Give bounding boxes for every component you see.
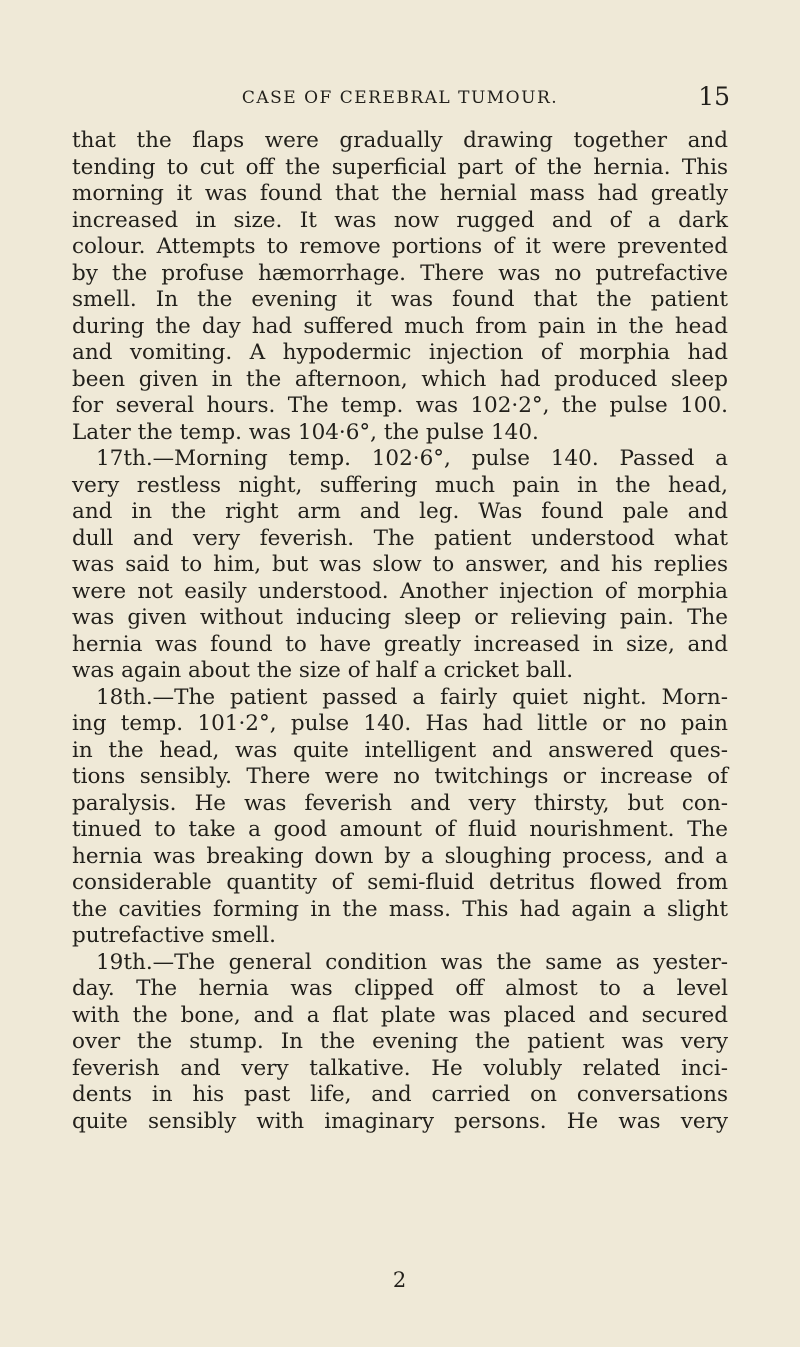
text-line: 17th.—Morning temp. 102·6°, pulse 140. Passed a (96, 446, 728, 471)
text-line: considerable quantity of semi-fluid detritus flowed from (72, 870, 728, 895)
signature-mark: 2 (392, 1268, 408, 1292)
paragraph (72, 446, 728, 685)
text-line: hernia was breaking down by a sloughing process, and a (72, 843, 728, 869)
text-line: tending to cut off the superficial part of the hernia. This (72, 154, 728, 180)
text-line: tions sensibly. There were no twitchings or increase of (72, 764, 728, 789)
text-line: dents in his past life, and carried on conversations (72, 1082, 728, 1107)
text-line: for several hours. The temp. was 102·2°, the pulse 100. (72, 393, 728, 418)
text-line: feverish and very talkative. He volubly related inci- (72, 1055, 728, 1081)
text-line: dull and very feverish. The patient understood what (72, 525, 728, 551)
page-header (0, 82, 800, 116)
text-line: 19th.—The general condition was the same as yester- (96, 949, 728, 975)
text-line: putrefactive smell. (72, 923, 277, 948)
body-text (72, 128, 728, 1135)
text-line: that the flaps were gradually drawing together and (72, 128, 728, 153)
text-line: during the day had suffered much from pain in the head (72, 313, 728, 339)
text-line: with the bone, and a flat plate was placed and secured (72, 1002, 728, 1028)
text-line: and vomiting. A hypodermic injection of morphia had (72, 340, 728, 365)
text-line: smell. In the evening it was found that the patient (72, 287, 728, 312)
text-line: morning it was found that the hernial mass had greatly (72, 181, 728, 206)
text-line: and in the right arm and leg. Was found pale and (72, 499, 728, 524)
text-line: been given in the afternoon, which had produced sleep (72, 366, 728, 392)
text-line: 18th.—The patient passed a fairly quiet night. Morn- (96, 684, 728, 710)
paragraph (72, 685, 728, 950)
page-number: 15 (698, 82, 730, 111)
paragraph (72, 950, 728, 1136)
running-title: CASE OF CEREBRAL TUMOUR. (241, 88, 559, 108)
text-line: was again about the size of half a cricket ball. (72, 658, 574, 683)
text-line: colour. Attempts to remove portions of it were prevented (72, 234, 728, 259)
text-line: very restless night, suffering much pain in the head, (72, 472, 728, 498)
text-line: increased in size. It was now rugged and of a dark (72, 207, 728, 233)
text-line: tinued to take a good amount of fluid nourishment. The (72, 817, 728, 842)
text-line: was given without inducing sleep or relieving pain. The (72, 605, 728, 630)
text-line: in the head, was quite intelligent and answered ques- (72, 737, 728, 763)
paragraph (72, 128, 728, 446)
text-line: were not easily understood. Another injection of morphia (72, 578, 728, 604)
text-line: the cavities forming in the mass. This had again a slight (72, 896, 728, 922)
text-line: by the profuse hæmorrhage. There was no putrefactive (72, 260, 728, 286)
text-line: paralysis. He was feverish and very thirsty, but con- (72, 790, 728, 816)
text-line: ing temp. 101·2°, pulse 140. Has had little or no pain (72, 711, 728, 736)
text-line: hernia was found to have greatly increased in size, and (72, 631, 728, 657)
text-line: was said to him, but was slow to answer, and his replies (72, 552, 728, 577)
text-line: over the stump. In the evening the patient was very (72, 1029, 728, 1054)
text-line: day. The hernia was clipped off almost to a level (72, 976, 728, 1001)
text-line: Later the temp. was 104·6°, the pulse 140. (72, 419, 539, 445)
text-line: quite sensibly with imaginary persons. He was very (72, 1108, 728, 1134)
